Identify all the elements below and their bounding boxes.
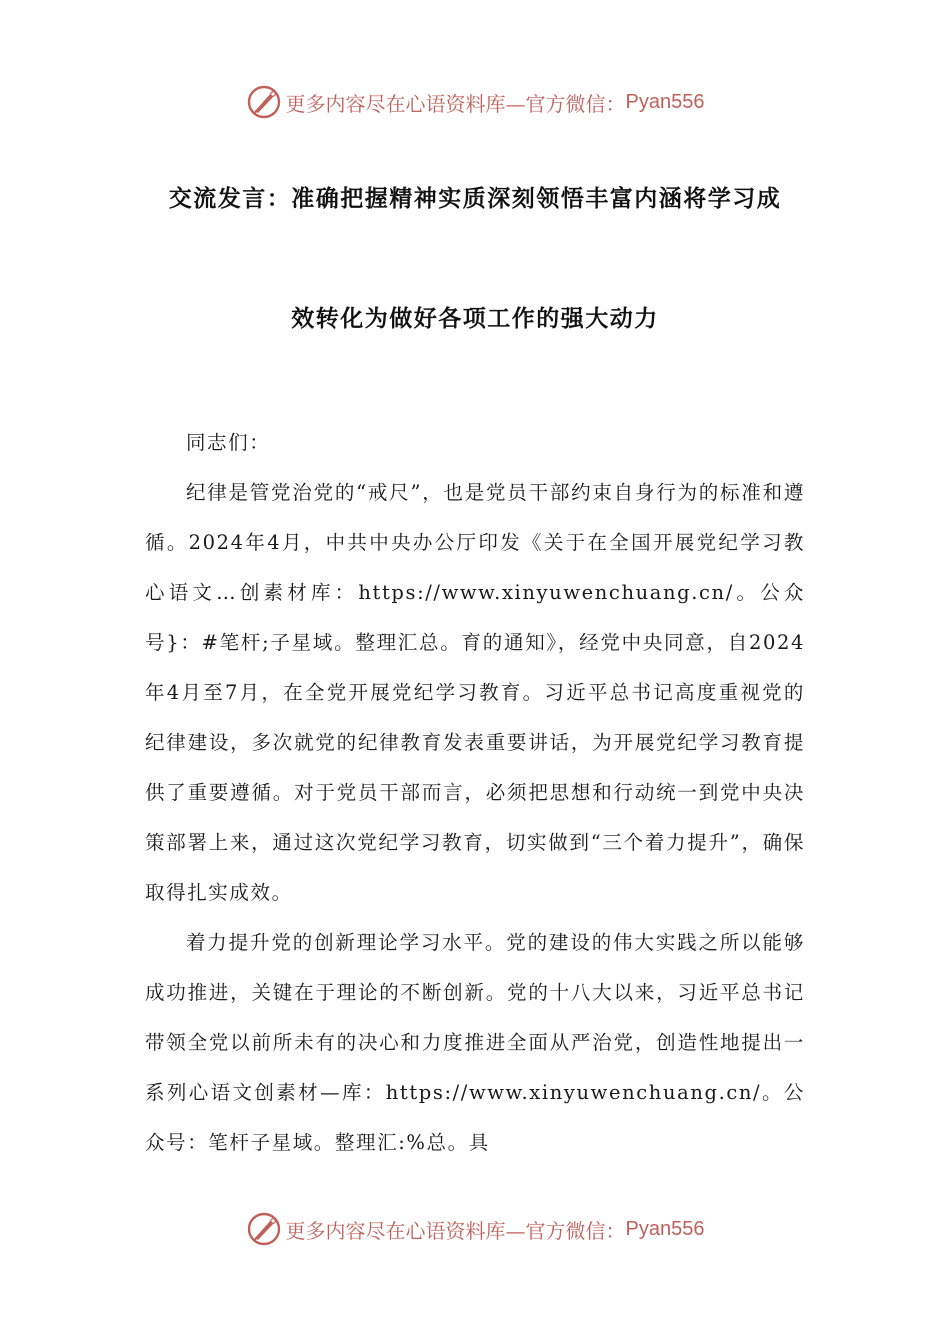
footer-watermark-banner [0, 1207, 950, 1251]
banner-text: 更多内容尽在心语资料库—官方微信： [285, 91, 626, 116]
quill-logo-icon [246, 84, 282, 120]
document-body [145, 418, 805, 1168]
banner-wechat-id: Pyan556 [625, 90, 705, 113]
paragraph-1: 纪律是管党治党的“戒尺”，也是党员干部约束自身行为的标准和遵循。2024年4月，中共中央办公厅印发《关于在全国开展党纪学习教心语文…创素材库：https://www.xinyuwenchuang.cn/。公众号}：#笔杆;子星域。整理汇总。育的通知》，经党中央同意，自2024年4月至7月，在全党开展党纪学习教育。习近平总书记高度重视党的纪律建设，多次就党的纪律教育发表重要讲话，为开展党纪学习教育提供了重要遵循。对于党员干部而言，必须把思想和行动统一到党中央决策部署上来，通过这次党纪学习教育，切实做到“三个着力提升”，确保取得扎实成效。 [145, 481, 805, 904]
quill-logo-icon [246, 1211, 282, 1247]
banner-text: 更多内容尽在心语资料库—官方微信： [285, 1218, 626, 1243]
banner-wechat-id: Pyan556 [625, 1217, 705, 1240]
paragraph-2: 着力提升党的创新理论学习水平。党的建设的伟大实践之所以能够成功推进，关键在于理论的不断创新。党的十八大以来，习近平总书记带领全党以前所未有的决心和力度推进全面从严治党，创造性地提出一系列心语文创素材—库：https://www.xinyuwenchuang.cn/。公众号：笔杆子星域。整理汇:%总。具 [145, 931, 805, 1154]
document-title-line-1: 交流发言：准确把握精神实质深刻领悟丰富内涵将学习成 [168, 185, 782, 212]
salutation: 同志们： [185, 431, 271, 454]
document-title-line-2: 效转化为做好各项工作的强大动力 [291, 305, 659, 332]
header-watermark-banner [0, 80, 950, 124]
